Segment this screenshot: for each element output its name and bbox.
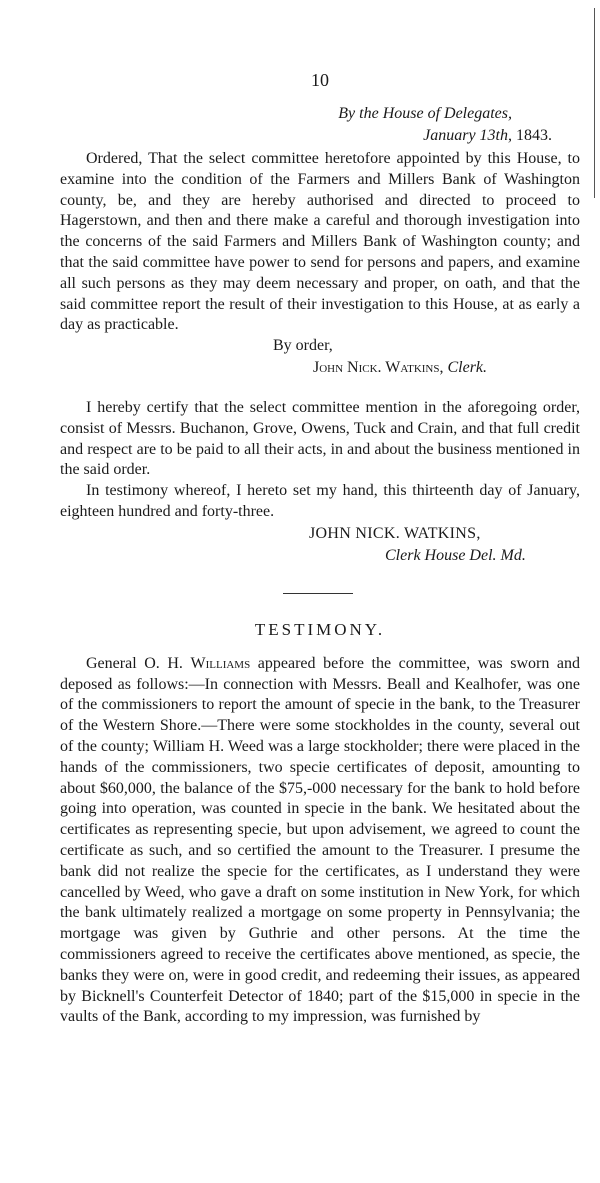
resolution-date — [60, 125, 580, 147]
testimony-whereof-paragraph: In testimony whereof, I hereto set my hand, this thirteenth day of January, eighteen hundred and forty-three. — [60, 482, 580, 520]
clerk-name: John Nick. Watkins, — [313, 358, 444, 376]
page-number: 10 — [311, 70, 329, 90]
by-order-line: By order, — [273, 337, 333, 355]
certificate-paragraph: I hereby certify that the select committee mention in the aforegoing order, consist of Messrs. Buchanon, Grove, Owens, Tuck and Crain, and that full credit and respect are to be paid to all their acts, in and about the business mentioned in the said order. — [60, 398, 580, 479]
testimony-paragraph — [60, 654, 580, 1028]
certificate-signer-title: Clerk House Del. Md. — [385, 546, 526, 564]
witness-surname: Williams — [190, 654, 251, 672]
page-edge-line — [594, 8, 595, 198]
clerk-title: Clerk. — [447, 358, 488, 376]
document-page — [60, 70, 580, 1028]
resolution-heading: By the House of Delegates, — [338, 105, 512, 122]
witness-prefix: General O. H. — [86, 654, 183, 672]
resolution-date-day: January 13th, — [423, 127, 512, 144]
testimony-heading: TESTIMONY. — [254, 619, 386, 639]
resolution-date-year: 1843. — [516, 127, 552, 144]
certificate-signer-name: JOHN NICK. WATKINS, — [309, 524, 481, 542]
clerk-signature — [60, 357, 580, 379]
testimony-body: appeared before the committee, was sworn and deposed as follows:—In connection with Messrs. Beall and Kealhofer, was one of the commissioners to report the amount of specie in the bank, to the Treasurer of the Western Shore.—There were some stockholdes in the county, several out of the county; William H. Weed was a large stockholder; there were placed in the hands of the commissioners, two specie certificates of deposit, amounting to about $60,000, the balance of the $75,-000 necessary for the bank to hold before going into operation, was counted in specie in the bank. We hesitated about the certificates as representing specie, but upon advisement, we agreed to count the certificate as such, and so certified the amount to the Treasurer. I presume the bank did not realize the specie for the certificates, as I understand they were cancelled by Weed, who gave a draft on some institution in New York, for which the bank ultimately realized a mortgage on some property in Pennsylvania; the mortgage was given by Guthrie and other persons. At the time the commissioners agreed to receive the certificates above mentioned, as specie, the banks they were on, were in good credit, and redeeming their issues, as appeared by Bicknell's Counterfeit Detector of 1840; part of the $15,000 in specie in the vaults of the Bank, according to my impression, was furnished by — [60, 654, 581, 1026]
section-divider — [283, 593, 353, 594]
order-paragraph: Ordered, That the select committee heretofore appointed by this House, to examine into the condition of the Farmers and Millers Bank of Washington county, be, and they are hereby authorised and directed to proceed to Hagerstown, and then and there make a careful and thorough investigation into the concerns of the said Farmers and Millers Bank of Washington county; and that the said committee have power to send for persons and papers, and examine all such persons as they may deem necessary and proper, on oath, and that the said committee report the result of their investigation to this House, at as early a day as practicable. — [60, 150, 580, 334]
